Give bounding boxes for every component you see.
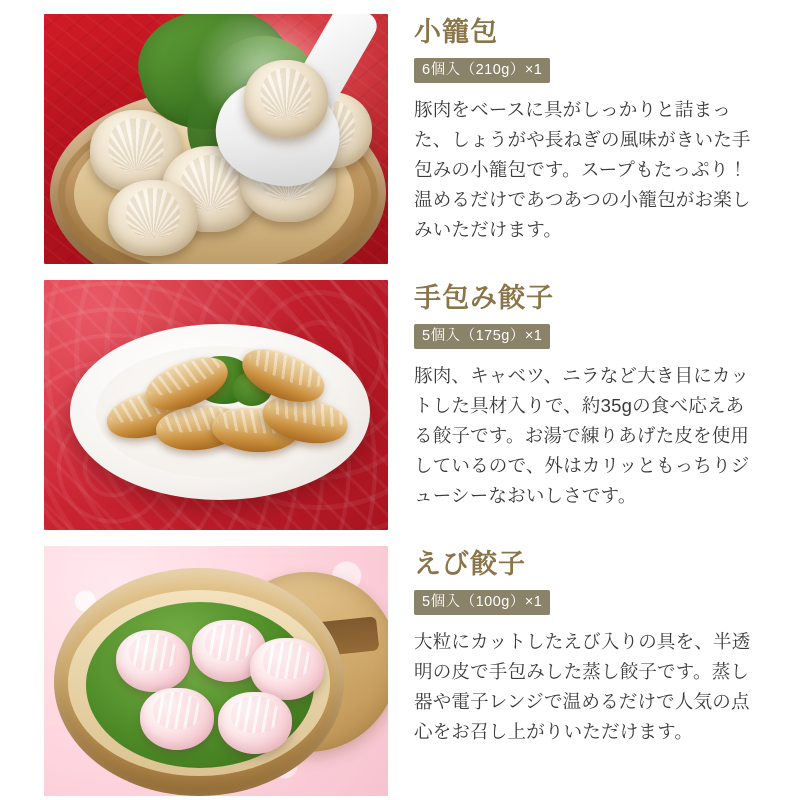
gyoza-photo — [44, 280, 388, 530]
shrimp-dumpling — [116, 630, 190, 692]
product-description: 豚肉、キャベツ、ニラなど大き目にカットした具材入りで、約35gの食べ応えある餃子です。お湯で練りあげた皮を使用しているので、外はカリッともっちりジューシーなおいしさです。 — [414, 365, 750, 507]
shrimp-dumpling-photo — [44, 546, 388, 796]
product-text-column — [414, 280, 754, 511]
product-quantity-badge: 6個入（210g）×1 — [414, 58, 550, 84]
product-quantity-badge: 5個入（175g）×1 — [414, 324, 550, 350]
photo-content — [44, 280, 388, 530]
shrimp-dumpling — [250, 638, 324, 700]
product-text-column — [414, 14, 754, 245]
product-title: 小籠包 — [414, 17, 498, 47]
product-item — [0, 280, 800, 530]
photo-content — [44, 14, 388, 264]
product-quantity-badge-wrap — [414, 58, 754, 96]
product-title: 手包み餃子 — [414, 283, 554, 313]
shrimp-dumpling — [140, 688, 214, 750]
dumpling — [108, 180, 198, 256]
product-description: 豚肉をベースに具がしっかりと詰まった、しょうがや長ねぎの風味がきいた手包みの小籠包です。スープもたっぷり！温めるだけであつあつの小籠包がお楽しみいただけます。 — [414, 99, 751, 241]
dumpling-on-spoon — [244, 60, 328, 138]
xiaolongbao-photo — [44, 14, 388, 264]
product-quantity-badge: 5個入（100g）×1 — [414, 590, 550, 616]
product-description: 大粒にカットしたえび入りの具を、半透明の皮で手包みした蒸し餃子です。蒸し器や電子レンジで温めるだけで人気の点心をお召し上がりいただけます。 — [414, 631, 751, 743]
product-quantity-badge-wrap — [414, 324, 754, 362]
product-quantity-badge-wrap — [414, 590, 754, 628]
product-item — [0, 546, 800, 796]
photo-content — [44, 546, 388, 796]
product-item — [0, 14, 800, 264]
product-text-column — [414, 546, 754, 747]
shrimp-dumpling — [218, 692, 292, 754]
product-title: えび餃子 — [414, 549, 526, 579]
